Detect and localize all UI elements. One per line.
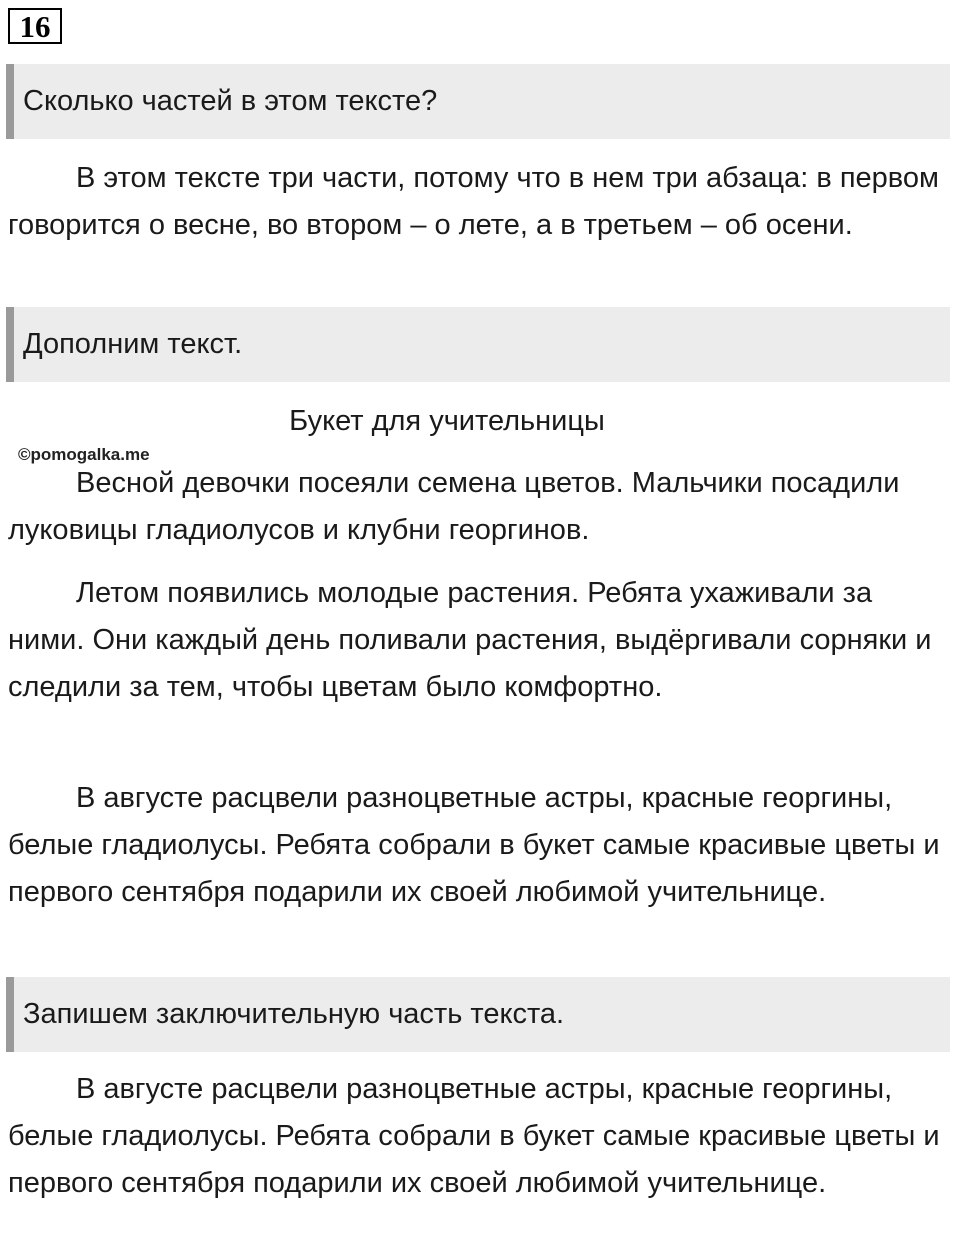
answer-paragraph-parts: В этом тексте три части, потому что в нем три абзаца: в первом говорится о весне, во втором – о лете, а в третьем – об осени. [8, 162, 939, 241]
story-title: Букет для учительницы [289, 405, 605, 437]
story-paragraph-autumn: В августе расцвели разноцветные астры, красные георгины, белые гладиолусы. Ребята собрали в букет самые красивые цветы и первого сентября подарили их своей любимой учительнице. [8, 782, 940, 908]
question-heading-final-part [6, 977, 950, 1052]
question-heading-complete-text [6, 307, 950, 382]
question-text: Дополним текст. [23, 328, 243, 360]
story-paragraph-spring: Весной девочки посеяли семена цветов. Мальчики посадили луковицы гладиолусов и клубни георгинов. [8, 467, 900, 546]
story-paragraph-summer: Летом появились молодые растения. Ребята ухаживали за ними. Они каждый день поливали растения, выдёргивали сорняки и следили за тем, чтобы цветам было комфортно. [8, 577, 932, 703]
question-text: Сколько частей в этом тексте? [23, 85, 438, 117]
answer-paragraph-final-part: В августе расцвели разноцветные астры, красные георгины, белые гладиолусы. Ребята собрали в букет самые красивые цветы и первого сентября подарили их своей любимой учительнице. [8, 1073, 940, 1199]
question-text: Запишем заключительную часть текста. [23, 998, 565, 1030]
watermark: ©pomogalka.me [18, 445, 150, 464]
question-heading-parts-count [6, 64, 950, 139]
task-number-badge: 16 [8, 8, 62, 44]
